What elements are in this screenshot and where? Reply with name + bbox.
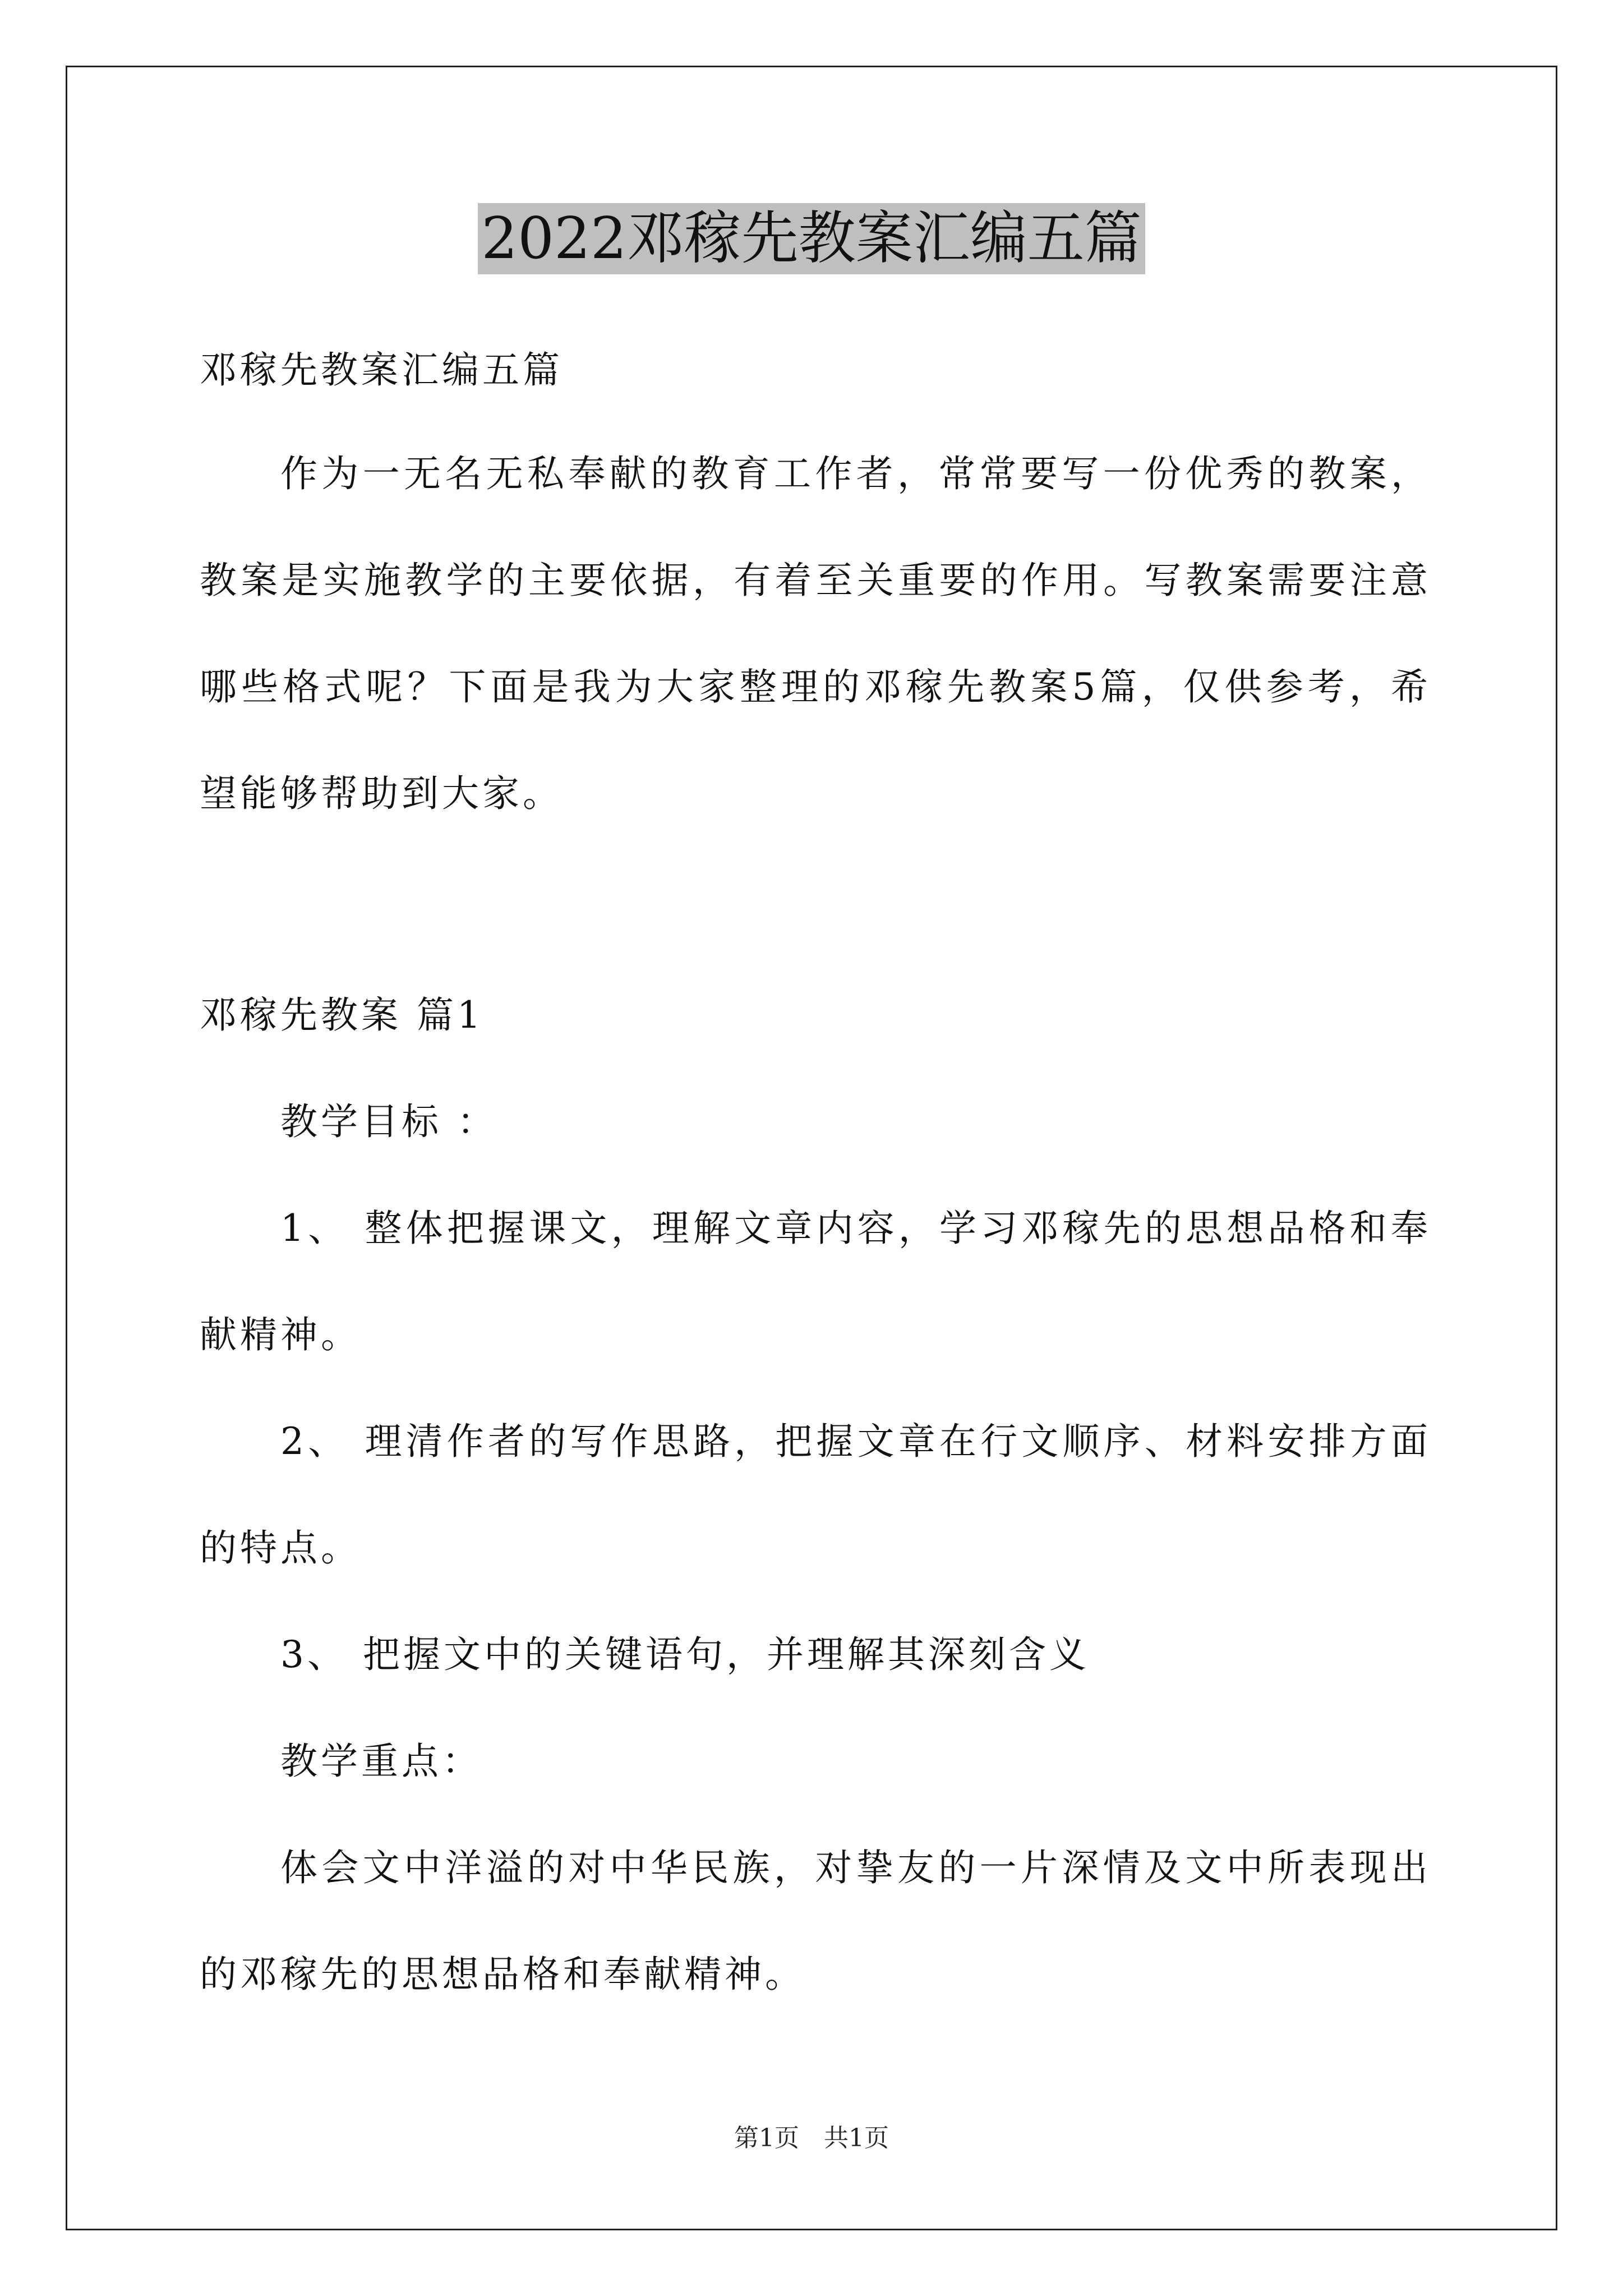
objective-1-line-2: 献精神。 xyxy=(200,1313,361,1356)
page-footer: 第1页 共1页 xyxy=(734,2124,889,2152)
title-highlight: 2022邓稼先教案汇编五篇 xyxy=(478,203,1145,274)
document-title xyxy=(0,203,1623,275)
intro-line-2: 教案是实施教学的主要依据，有着至关重要的作用。写教案需要注意 xyxy=(200,559,1428,602)
intro-line-4: 望能够帮助到大家。 xyxy=(200,772,563,815)
key-points-line-1: 体会文中洋溢的对中华民族，对挚友的一片深情及文中所表现出 xyxy=(280,1846,1428,1889)
objective-2-line-1: 2、 理清作者的写作思路，把握文章在行文顺序、材料安排方面 xyxy=(280,1420,1428,1463)
objectives-label: 教学目标 ： xyxy=(280,1100,497,1143)
objective-3: 3、 把握文中的关键语句，并理解其深刻含义 xyxy=(280,1633,1090,1676)
objective-2-line-2: 的特点。 xyxy=(200,1526,361,1570)
key-points-label: 教学重点： xyxy=(280,1740,482,1783)
objective-1-line-1: 1、 整体把握课文，理解文章内容，学习邓稼先的思想品格和奉 xyxy=(280,1207,1428,1250)
section-heading: 邓稼先教案 篇1 xyxy=(200,993,484,1037)
intro-line-1: 作为一无名无私奉献的教育工作者，常常要写一份优秀的教案， xyxy=(280,452,1428,495)
intro-line-3: 哪些格式呢？下面是我为大家整理的邓稼先教案5篇，仅供参考，希 xyxy=(200,665,1428,708)
key-points-line-2: 的邓稼先的思想品格和奉献精神。 xyxy=(200,1953,805,1996)
subtitle: 邓稼先教案汇编五篇 xyxy=(200,348,563,392)
